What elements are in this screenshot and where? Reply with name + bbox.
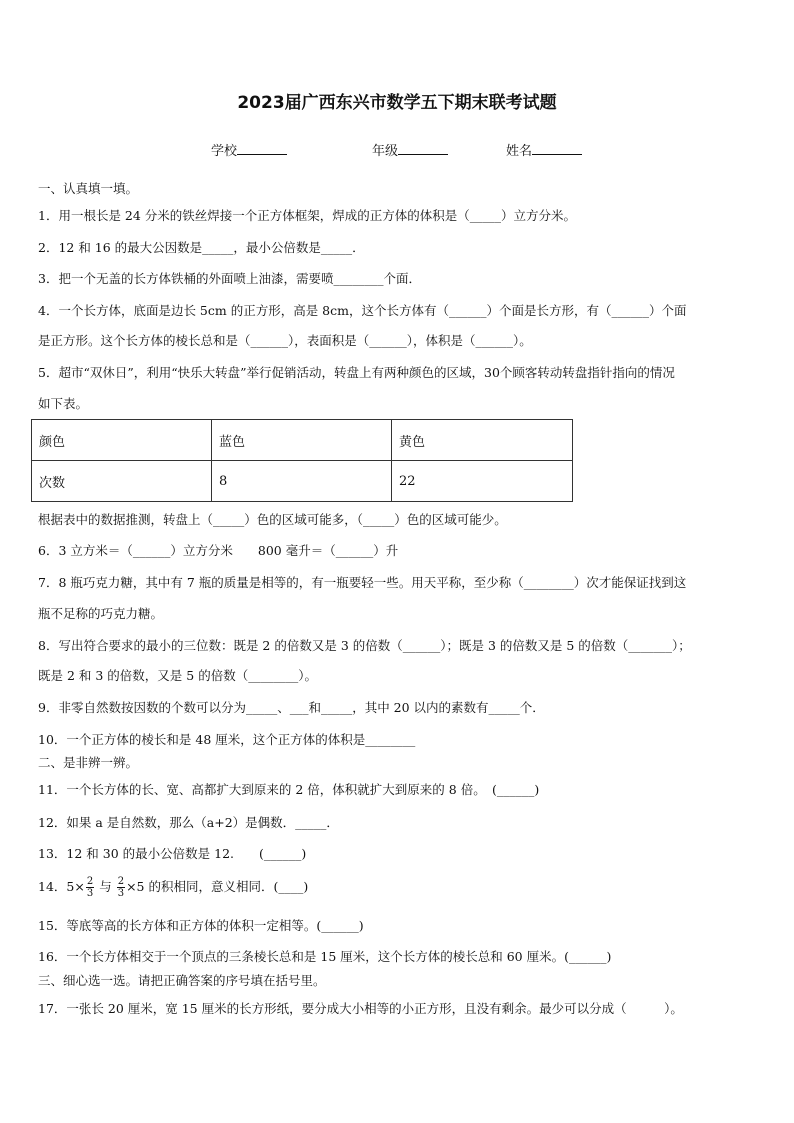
fraction-numerator: 2 xyxy=(86,876,94,887)
question-5-line-3: 根据表中的数据推测，转盘上（_____）色的区域可能多，（_____）色的区域可能少。 xyxy=(38,512,507,527)
name-field xyxy=(506,140,582,159)
name-blank[interactable] xyxy=(532,140,582,155)
question-7-line-1: 7．8 瓶巧克力糖，其中有 7 瓶的质量是相等的，有一瓶要轻一些。用天平称，至少称（________）次才能保证找到这 xyxy=(38,575,687,590)
question-13: 13．12 和 30 的最小公倍数是 12. (______) xyxy=(38,846,307,861)
table-cell: 次数 xyxy=(32,461,212,502)
question-14-connector: 与 xyxy=(99,879,112,894)
question-7-line-2: 瓶不足称的巧克力糖。 xyxy=(38,606,164,621)
question-15: 15．等底等高的长方体和正方体的体积一定相等。(______) xyxy=(38,918,364,933)
question-3: 3．把一个无盖的长方体铁桶的外面喷上油漆，需要喷________个面． xyxy=(38,271,421,286)
question-14-prefix: 14．5× xyxy=(38,879,85,894)
question-2: 2．12 和 16 的最大公因数是_____，最小公倍数是_____． xyxy=(38,240,365,255)
question-9: 9．非零自然数按因数的个数可以分为_____、___和_____，其中 20 以内的素数有_____个． xyxy=(38,700,545,715)
fraction-numerator: 2 xyxy=(117,876,125,887)
question-14-suffix: ×5 的积相同，意义相同．(____) xyxy=(126,879,309,894)
grade-label: 年级 xyxy=(372,144,399,159)
question-10: 10．一个正方体的棱长和是 48 厘米，这个正方体的体积是________ xyxy=(38,732,416,747)
table-row xyxy=(32,461,573,502)
question-11: 11．一个长方体的长、宽、高都扩大到原来的 2 倍，体积就扩大到原来的 8 倍。 (______) xyxy=(38,782,540,797)
table-cell: 黄色 xyxy=(392,420,573,461)
grade-field xyxy=(372,140,448,159)
table-row xyxy=(32,420,573,461)
school-label: 学校 xyxy=(211,144,238,159)
name-label: 姓名 xyxy=(506,144,533,159)
question-16: 16．一个长方体相交于一个顶点的三条棱长总和是 15 厘米，这个长方体的棱长总和 60 厘米。(______) xyxy=(38,949,612,964)
school-field xyxy=(211,140,287,159)
question-14 xyxy=(38,872,308,902)
question-8-line-1: 8．写出符合要求的最小的三位数：既是 2 的倍数又是 3 的倍数（______）；既是 3 的倍数又是 5 的倍数（_______）； xyxy=(38,638,691,653)
school-blank[interactable] xyxy=(237,140,287,155)
question-12: 12．如果 a 是自然数，那么（a+2）是偶数．_____． xyxy=(38,815,339,830)
color-count-table xyxy=(31,419,573,502)
page-title: 2023届广西东兴市数学五下期末联考试题 xyxy=(237,93,557,113)
question-5-line-2: 如下表。 xyxy=(38,396,89,411)
question-1: 1．用一根长是 24 分米的铁丝焊接一个正方体框架，焊成的正方体的体积是（_____）立方分米。 xyxy=(38,208,577,223)
question-17: 17．一张长 20 厘米，宽 15 厘米的长方形纸，要分成大小相等的小正方形，且没有剩余。最少可以分成（ ）。 xyxy=(38,1001,683,1016)
question-4-line-1: 4．一个长方体，底面是边长 5cm 的正方形，高是 8cm，这个长方体有（______）个面是长方形，有（______）个面 xyxy=(38,303,687,318)
table-cell: 22 xyxy=(392,461,573,502)
section-1-heading: 一、认真填一填。 xyxy=(38,181,139,196)
table-cell: 颜色 xyxy=(32,420,212,461)
grade-blank[interactable] xyxy=(398,140,448,155)
section-3-heading: 三、细心选一选。请把正确答案的序号填在括号里。 xyxy=(38,973,326,988)
section-2-heading: 二、是非辨一辨。 xyxy=(38,755,139,770)
fraction-two-thirds xyxy=(117,876,125,899)
fraction-denominator: 3 xyxy=(86,888,94,899)
question-8-line-2: 既是 2 和 3 的倍数，又是 5 的倍数（________）。 xyxy=(38,668,317,683)
table-cell: 蓝色 xyxy=(212,420,392,461)
fraction-two-thirds xyxy=(86,876,94,899)
question-6: 6．3 立方米＝（______）立方分米 800 毫升＝（______）升 xyxy=(38,543,399,558)
table-cell: 8 xyxy=(212,461,392,502)
fraction-denominator: 3 xyxy=(117,888,125,899)
question-4-line-2: 是正方形。这个长方体的棱长总和是（______），表面积是（______），体积是（______）。 xyxy=(38,333,532,348)
question-5-line-1: 5．超市“双休日”，利用“快乐大转盘”举行促销活动，转盘上有两种颜色的区域，30个顾客转动转盘指针指向的情况 xyxy=(38,365,675,380)
